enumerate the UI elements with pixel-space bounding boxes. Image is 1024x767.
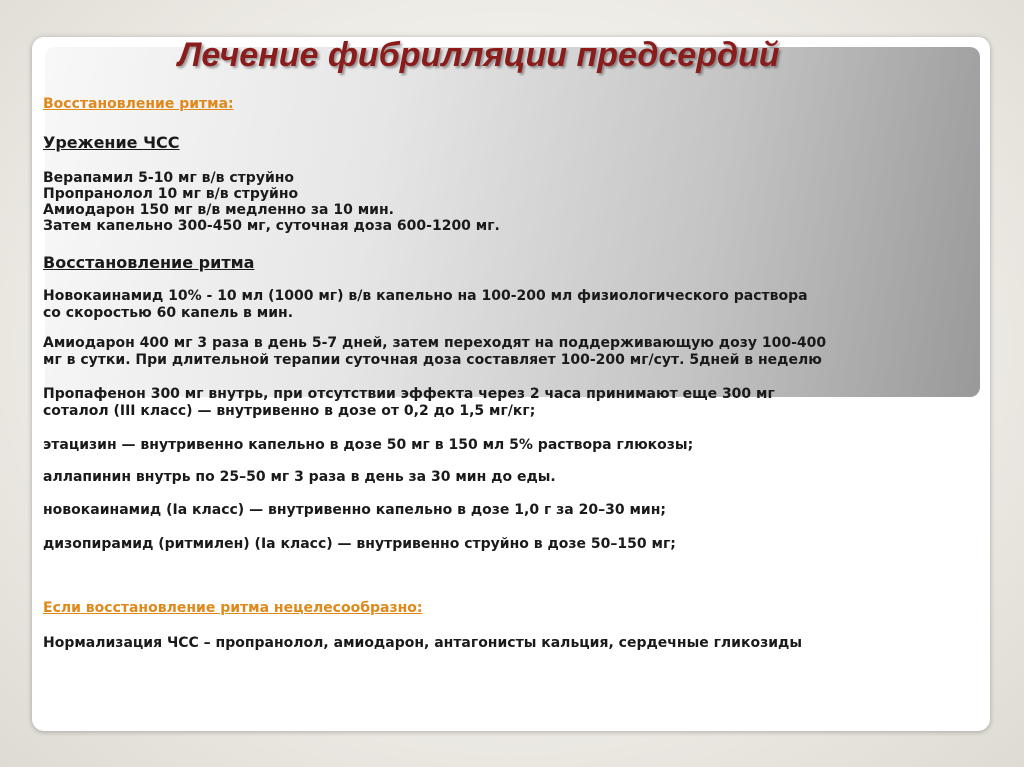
propafenone-line: соталол (III класс) — внутривенно в дозе от 0,2 до 1,5 мг/кг; xyxy=(43,403,536,419)
allapinine-line: аллапинин внутрь по 25–50 мг 3 раза в день за 30 мин до еды. xyxy=(43,469,556,485)
novocainamide-line: Новокаинамид 10% - 10 мл (1000 мг) в/в капельно на 100-200 мл физиологического раствора xyxy=(43,288,808,304)
amiodarone-line: мг в сутки. При длительной терапии суточная доза составляет 100-200 мг/сут. 5дней в неделю xyxy=(43,352,822,368)
slide-title: Лечение фибрилляции предсердий xyxy=(178,36,780,74)
propafenone-line: Пропафенон 300 мг внутрь, при отсутствии эффекта через 2 часа принимают еще 300 мг xyxy=(43,386,775,402)
rhythm-restore-heading: Восстановление ритма: xyxy=(43,96,234,112)
ethacizine-line: этацизин — внутривенно капельно в дозе 50 мг в 150 мл 5% раствора глюкозы; xyxy=(43,437,694,453)
inexpedient-heading: Если восстановление ритма нецелесообразно: xyxy=(43,600,423,616)
rate-control-line: Верапамил 5-10 мг в/в струйно xyxy=(43,170,295,186)
novocainamide-ia-line: новокаинамид (Ia класс) — внутривенно капельно в дозе 1,0 г за 20–30 мин; xyxy=(43,502,666,518)
disopyramide-line: дизопирамид (ритмилен) (Ia класс) — внутривенно струйно в дозе 50–150 мг; xyxy=(43,536,676,552)
rate-control-line: Пропранолол 10 мг в/в струйно xyxy=(43,186,299,202)
normalization-line: Нормализация ЧСС – пропранолол, амиодарон, антагонисты кальция, сердечные гликозиды xyxy=(43,635,803,651)
novocainamide-line: со скоростью 60 капель в мин. xyxy=(43,305,294,321)
rate-control-line: Амиодарон 150 мг в/в медленно за 10 мин. xyxy=(43,202,394,218)
rate-control-line: Затем капельно 300-450 мг, суточная доза 600-1200 мг. xyxy=(43,218,500,234)
amiodarone-line: Амиодарон 400 мг 3 раза в день 5-7 дней, затем переходят на поддерживающую дозу 100-400 xyxy=(43,335,827,351)
rhythm-subheading: Восстановление ритма xyxy=(43,253,255,272)
rate-control-heading: Урежение ЧСС xyxy=(43,133,180,152)
